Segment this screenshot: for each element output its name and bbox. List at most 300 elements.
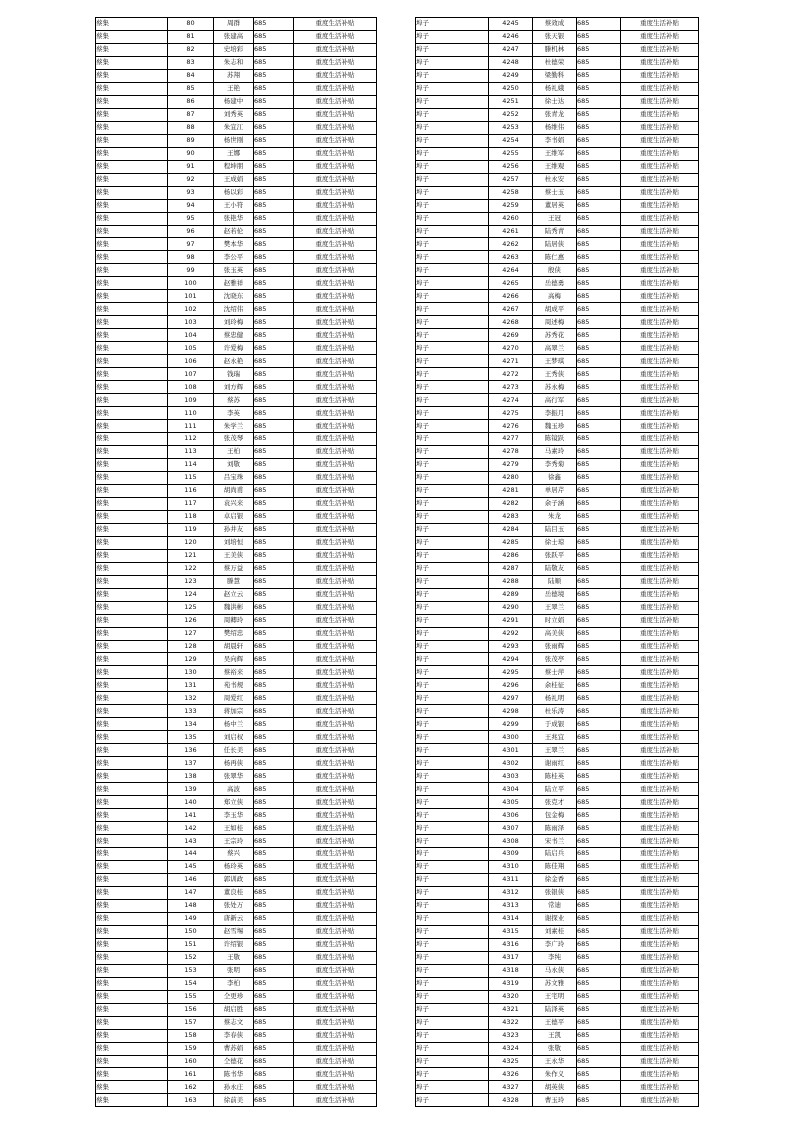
subsidy-type-cell: 重度生活补贴 bbox=[621, 173, 699, 186]
subsidy-type-cell: 重度生活补贴 bbox=[294, 925, 377, 938]
serial-number-cell: 143 bbox=[168, 835, 214, 848]
town-cell: 埠子 bbox=[416, 82, 489, 95]
left-subsidy-table bbox=[95, 17, 377, 1107]
recipient-name-cell: 李春侠 bbox=[214, 1029, 254, 1042]
recipient-name-cell: 徐前美 bbox=[214, 1094, 254, 1107]
serial-number-cell: 4276 bbox=[489, 420, 533, 433]
serial-number-cell: 4290 bbox=[489, 601, 533, 614]
recipient-name-cell: 高梅 bbox=[533, 290, 577, 303]
town-cell: 蔡集 bbox=[96, 173, 168, 186]
recipient-name-cell: 张翠华 bbox=[214, 770, 254, 783]
town-cell: 埠子 bbox=[416, 614, 489, 627]
serial-number-cell: 4268 bbox=[489, 316, 533, 329]
amount-cell: 685 bbox=[254, 303, 294, 316]
recipient-name-cell: 王秀侠 bbox=[533, 368, 577, 381]
recipient-name-cell: 李秀菊 bbox=[533, 458, 577, 471]
serial-number-cell: 4287 bbox=[489, 562, 533, 575]
amount-cell: 685 bbox=[254, 290, 294, 303]
serial-number-cell: 4284 bbox=[489, 523, 533, 536]
town-cell: 埠子 bbox=[416, 1016, 489, 1029]
recipient-name-cell: 仝德花 bbox=[214, 1055, 254, 1068]
amount-cell: 685 bbox=[577, 342, 621, 355]
subsidy-type-cell: 重度生活补贴 bbox=[294, 147, 377, 160]
subsidy-type-cell: 重度生活补贴 bbox=[294, 912, 377, 925]
serial-number-cell: 120 bbox=[168, 536, 214, 549]
table-row bbox=[416, 783, 699, 796]
town-cell: 蔡集 bbox=[96, 912, 168, 925]
town-cell: 埠子 bbox=[416, 160, 489, 173]
town-cell: 埠子 bbox=[416, 653, 489, 666]
table-row bbox=[96, 938, 377, 951]
recipient-name-cell: 李玉华 bbox=[214, 809, 254, 822]
subsidy-type-cell: 重度生活补贴 bbox=[621, 1081, 699, 1094]
amount-cell: 685 bbox=[254, 1055, 294, 1068]
town-cell: 蔡集 bbox=[96, 848, 168, 861]
table-row bbox=[416, 121, 699, 134]
table-row bbox=[96, 121, 377, 134]
table-row bbox=[416, 873, 699, 886]
amount-cell: 685 bbox=[577, 899, 621, 912]
table-row bbox=[96, 445, 377, 458]
table-row bbox=[96, 186, 377, 199]
recipient-name-cell: 陆居侠 bbox=[533, 238, 577, 251]
town-cell: 蔡集 bbox=[96, 886, 168, 899]
recipient-name-cell: 张建高 bbox=[214, 30, 254, 43]
table-row bbox=[416, 56, 699, 69]
recipient-name-cell: 蔡裕来 bbox=[214, 666, 254, 679]
town-cell: 蔡集 bbox=[96, 251, 168, 264]
town-cell: 埠子 bbox=[416, 225, 489, 238]
table-row bbox=[416, 575, 699, 588]
town-cell: 埠子 bbox=[416, 290, 489, 303]
table-row bbox=[416, 990, 699, 1003]
subsidy-type-cell: 重度生活补贴 bbox=[294, 886, 377, 899]
serial-number-cell: 114 bbox=[168, 458, 214, 471]
table-row bbox=[96, 770, 377, 783]
town-cell: 蔡集 bbox=[96, 95, 168, 108]
town-cell: 埠子 bbox=[416, 1029, 489, 1042]
amount-cell: 685 bbox=[577, 18, 621, 31]
amount-cell: 685 bbox=[577, 43, 621, 56]
amount-cell: 685 bbox=[577, 471, 621, 484]
recipient-name-cell: 蔡苏 bbox=[214, 394, 254, 407]
serial-number-cell: 158 bbox=[168, 1029, 214, 1042]
table-row bbox=[416, 238, 699, 251]
table-row bbox=[96, 1094, 377, 1107]
recipient-name-cell: 常迪 bbox=[533, 899, 577, 912]
serial-number-cell: 123 bbox=[168, 575, 214, 588]
amount-cell: 685 bbox=[577, 381, 621, 394]
town-cell: 埠子 bbox=[416, 445, 489, 458]
subsidy-type-cell: 重度生活补贴 bbox=[294, 692, 377, 705]
recipient-name-cell: 张茂亭 bbox=[533, 653, 577, 666]
town-cell: 埠子 bbox=[416, 497, 489, 510]
amount-cell: 685 bbox=[577, 56, 621, 69]
recipient-name-cell: 滕慧 bbox=[214, 575, 254, 588]
table-row bbox=[96, 899, 377, 912]
table-row bbox=[416, 420, 699, 433]
recipient-name-cell: 刘培恒 bbox=[214, 536, 254, 549]
serial-number-cell: 92 bbox=[168, 173, 214, 186]
table-row bbox=[96, 705, 377, 718]
town-cell: 蔡集 bbox=[96, 56, 168, 69]
recipient-name-cell: 赵立云 bbox=[214, 588, 254, 601]
subsidy-type-cell: 重度生活补贴 bbox=[294, 536, 377, 549]
serial-number-cell: 153 bbox=[168, 964, 214, 977]
town-cell: 埠子 bbox=[416, 757, 489, 770]
recipient-name-cell: 蔡万益 bbox=[214, 562, 254, 575]
amount-cell: 685 bbox=[254, 225, 294, 238]
town-cell: 蔡集 bbox=[96, 394, 168, 407]
subsidy-type-cell: 重度生活补贴 bbox=[294, 783, 377, 796]
serial-number-cell: 115 bbox=[168, 471, 214, 484]
town-cell: 埠子 bbox=[416, 692, 489, 705]
amount-cell: 685 bbox=[577, 886, 621, 899]
amount-cell: 685 bbox=[254, 95, 294, 108]
recipient-name-cell: 周述梅 bbox=[533, 316, 577, 329]
serial-number-cell: 4311 bbox=[489, 873, 533, 886]
town-cell: 蔡集 bbox=[96, 30, 168, 43]
serial-number-cell: 4319 bbox=[489, 977, 533, 990]
subsidy-type-cell: 重度生活补贴 bbox=[294, 95, 377, 108]
table-row bbox=[96, 329, 377, 342]
recipient-name-cell: 胡启胜 bbox=[214, 1003, 254, 1016]
amount-cell: 685 bbox=[254, 30, 294, 43]
recipient-name-cell: 朱作义 bbox=[533, 1068, 577, 1081]
town-cell: 埠子 bbox=[416, 951, 489, 964]
town-cell: 埠子 bbox=[416, 886, 489, 899]
town-cell: 埠子 bbox=[416, 1094, 489, 1107]
town-cell: 蔡集 bbox=[96, 666, 168, 679]
recipient-name-cell: 杜乐涛 bbox=[533, 705, 577, 718]
amount-cell: 685 bbox=[254, 1068, 294, 1081]
serial-number-cell: 4262 bbox=[489, 238, 533, 251]
subsidy-type-cell: 重度生活补贴 bbox=[294, 484, 377, 497]
table-row bbox=[96, 497, 377, 510]
serial-number-cell: 82 bbox=[168, 43, 214, 56]
subsidy-type-cell: 重度生活补贴 bbox=[621, 368, 699, 381]
town-cell: 埠子 bbox=[416, 912, 489, 925]
serial-number-cell: 130 bbox=[168, 666, 214, 679]
amount-cell: 685 bbox=[577, 757, 621, 770]
amount-cell: 685 bbox=[577, 964, 621, 977]
serial-number-cell: 134 bbox=[168, 718, 214, 731]
amount-cell: 685 bbox=[254, 329, 294, 342]
town-cell: 埠子 bbox=[416, 588, 489, 601]
amount-cell: 685 bbox=[254, 770, 294, 783]
table-row bbox=[96, 56, 377, 69]
table-row bbox=[416, 718, 699, 731]
subsidy-type-cell: 重度生活补贴 bbox=[294, 316, 377, 329]
table-row bbox=[416, 536, 699, 549]
recipient-name-cell: 时立娟 bbox=[533, 614, 577, 627]
amount-cell: 685 bbox=[254, 977, 294, 990]
subsidy-type-cell: 重度生活补贴 bbox=[294, 445, 377, 458]
table-row bbox=[416, 497, 699, 510]
table-row bbox=[416, 303, 699, 316]
subsidy-type-cell: 重度生活补贴 bbox=[294, 899, 377, 912]
serial-number-cell: 4299 bbox=[489, 718, 533, 731]
recipient-name-cell: 陆敬友 bbox=[533, 562, 577, 575]
recipient-name-cell: 陆立平 bbox=[533, 783, 577, 796]
town-cell: 埠子 bbox=[416, 471, 489, 484]
town-cell: 埠子 bbox=[416, 640, 489, 653]
town-cell: 埠子 bbox=[416, 536, 489, 549]
table-row bbox=[96, 316, 377, 329]
subsidy-type-cell: 重度生活补贴 bbox=[621, 601, 699, 614]
town-cell: 埠子 bbox=[416, 601, 489, 614]
subsidy-type-cell: 重度生活补贴 bbox=[294, 43, 377, 56]
table-row bbox=[416, 43, 699, 56]
table-row bbox=[96, 562, 377, 575]
table-row bbox=[96, 588, 377, 601]
subsidy-type-cell: 重度生活补贴 bbox=[621, 938, 699, 951]
amount-cell: 685 bbox=[254, 212, 294, 225]
amount-cell: 685 bbox=[254, 368, 294, 381]
table-row bbox=[96, 1016, 377, 1029]
recipient-name-cell: 高行军 bbox=[533, 394, 577, 407]
town-cell: 蔡集 bbox=[96, 69, 168, 82]
serial-number-cell: 96 bbox=[168, 225, 214, 238]
amount-cell: 685 bbox=[254, 497, 294, 510]
serial-number-cell: 119 bbox=[168, 523, 214, 536]
subsidy-type-cell: 重度生活补贴 bbox=[294, 238, 377, 251]
amount-cell: 685 bbox=[577, 627, 621, 640]
subsidy-type-cell: 重度生活补贴 bbox=[621, 238, 699, 251]
recipient-name-cell: 朱龙 bbox=[533, 510, 577, 523]
serial-number-cell: 4304 bbox=[489, 783, 533, 796]
recipient-name-cell: 滕机林 bbox=[533, 43, 577, 56]
table-row bbox=[96, 951, 377, 964]
subsidy-type-cell: 重度生活补贴 bbox=[621, 264, 699, 277]
serial-number-cell: 147 bbox=[168, 886, 214, 899]
serial-number-cell: 4294 bbox=[489, 653, 533, 666]
subsidy-type-cell: 重度生活补贴 bbox=[294, 30, 377, 43]
table-row bbox=[96, 510, 377, 523]
subsidy-type-cell: 重度生活补贴 bbox=[621, 510, 699, 523]
recipient-name-cell: 张明 bbox=[214, 964, 254, 977]
table-row bbox=[416, 484, 699, 497]
subsidy-type-cell: 重度生活补贴 bbox=[621, 770, 699, 783]
subsidy-type-cell: 重度生活补贴 bbox=[294, 964, 377, 977]
amount-cell: 685 bbox=[254, 783, 294, 796]
recipient-name-cell: 沈绍伟 bbox=[214, 303, 254, 316]
serial-number-cell: 102 bbox=[168, 303, 214, 316]
recipient-name-cell: 杨再侠 bbox=[214, 757, 254, 770]
town-cell: 埠子 bbox=[416, 964, 489, 977]
table-row bbox=[96, 355, 377, 368]
recipient-name-cell: 王如桂 bbox=[214, 822, 254, 835]
serial-number-cell: 163 bbox=[168, 1094, 214, 1107]
amount-cell: 685 bbox=[577, 277, 621, 290]
serial-number-cell: 106 bbox=[168, 355, 214, 368]
recipient-name-cell: 陆目玉 bbox=[533, 523, 577, 536]
amount-cell: 685 bbox=[254, 562, 294, 575]
table-row bbox=[416, 835, 699, 848]
serial-number-cell: 4316 bbox=[489, 938, 533, 951]
recipient-name-cell: 李英 bbox=[214, 407, 254, 420]
recipient-name-cell: 许绍银 bbox=[214, 938, 254, 951]
table-row bbox=[96, 925, 377, 938]
subsidy-type-cell: 重度生活补贴 bbox=[621, 186, 699, 199]
serial-number-cell: 91 bbox=[168, 160, 214, 173]
serial-number-cell: 122 bbox=[168, 562, 214, 575]
amount-cell: 685 bbox=[577, 977, 621, 990]
town-cell: 埠子 bbox=[416, 705, 489, 718]
recipient-name-cell: 高波 bbox=[214, 783, 254, 796]
amount-cell: 685 bbox=[254, 108, 294, 121]
town-cell: 蔡集 bbox=[96, 108, 168, 121]
recipient-name-cell: 杨礼明 bbox=[533, 692, 577, 705]
town-cell: 蔡集 bbox=[96, 588, 168, 601]
town-cell: 蔡集 bbox=[96, 809, 168, 822]
town-cell: 蔡集 bbox=[96, 1042, 168, 1055]
town-cell: 蔡集 bbox=[96, 342, 168, 355]
amount-cell: 685 bbox=[577, 614, 621, 627]
town-cell: 蔡集 bbox=[96, 977, 168, 990]
amount-cell: 685 bbox=[254, 873, 294, 886]
subsidy-type-cell: 重度生活补贴 bbox=[294, 744, 377, 757]
town-cell: 埠子 bbox=[416, 69, 489, 82]
recipient-name-cell: 刘方辉 bbox=[214, 381, 254, 394]
amount-cell: 685 bbox=[254, 848, 294, 861]
subsidy-type-cell: 重度生活补贴 bbox=[621, 536, 699, 549]
serial-number-cell: 100 bbox=[168, 277, 214, 290]
recipient-name-cell: 魏洪彬 bbox=[214, 601, 254, 614]
amount-cell: 685 bbox=[254, 549, 294, 562]
town-cell: 埠子 bbox=[416, 173, 489, 186]
recipient-name-cell: 唐新云 bbox=[214, 912, 254, 925]
recipient-name-cell: 蔡士玉 bbox=[533, 186, 577, 199]
town-cell: 蔡集 bbox=[96, 770, 168, 783]
subsidy-type-cell: 重度生活补贴 bbox=[294, 1029, 377, 1042]
town-cell: 蔡集 bbox=[96, 290, 168, 303]
serial-number-cell: 159 bbox=[168, 1042, 214, 1055]
subsidy-type-cell: 重度生活补贴 bbox=[294, 523, 377, 536]
amount-cell: 685 bbox=[254, 796, 294, 809]
recipient-name-cell: 李纯 bbox=[533, 951, 577, 964]
recipient-name-cell: 杨玲英 bbox=[214, 860, 254, 873]
serial-number-cell: 135 bbox=[168, 731, 214, 744]
town-cell: 埠子 bbox=[416, 809, 489, 822]
subsidy-type-cell: 重度生活补贴 bbox=[621, 549, 699, 562]
serial-number-cell: 4281 bbox=[489, 484, 533, 497]
recipient-name-cell: 郑立侠 bbox=[214, 796, 254, 809]
subsidy-type-cell: 重度生活补贴 bbox=[621, 212, 699, 225]
recipient-name-cell: 孙井友 bbox=[214, 523, 254, 536]
table-row bbox=[96, 95, 377, 108]
subsidy-type-cell: 重度生活补贴 bbox=[294, 458, 377, 471]
table-row bbox=[416, 212, 699, 225]
amount-cell: 685 bbox=[254, 1029, 294, 1042]
serial-number-cell: 107 bbox=[168, 368, 214, 381]
town-cell: 蔡集 bbox=[96, 1055, 168, 1068]
table-row bbox=[416, 510, 699, 523]
recipient-name-cell: 王冠 bbox=[533, 212, 577, 225]
subsidy-type-cell: 重度生活补贴 bbox=[621, 43, 699, 56]
town-cell: 蔡集 bbox=[96, 601, 168, 614]
subsidy-type-cell: 重度生活补贴 bbox=[621, 912, 699, 925]
recipient-name-cell: 王翠兰 bbox=[533, 601, 577, 614]
recipient-name-cell: 蔡忠健 bbox=[214, 329, 254, 342]
subsidy-type-cell: 重度生活补贴 bbox=[621, 679, 699, 692]
recipient-name-cell: 杨中兰 bbox=[214, 718, 254, 731]
table-row bbox=[416, 264, 699, 277]
subsidy-type-cell: 重度生活补贴 bbox=[294, 368, 377, 381]
table-row bbox=[416, 822, 699, 835]
subsidy-type-cell: 重度生活补贴 bbox=[294, 640, 377, 653]
recipient-name-cell: 张玉英 bbox=[214, 264, 254, 277]
serial-number-cell: 4286 bbox=[489, 549, 533, 562]
serial-number-cell: 4246 bbox=[489, 30, 533, 43]
amount-cell: 685 bbox=[254, 18, 294, 31]
subsidy-type-cell: 重度生活补贴 bbox=[621, 640, 699, 653]
subsidy-type-cell: 重度生活补贴 bbox=[621, 30, 699, 43]
recipient-name-cell: 袁兴来 bbox=[214, 497, 254, 510]
amount-cell: 685 bbox=[577, 316, 621, 329]
subsidy-type-cell: 重度生活补贴 bbox=[621, 290, 699, 303]
table-row bbox=[96, 484, 377, 497]
table-row bbox=[416, 925, 699, 938]
recipient-name-cell: 梁勤科 bbox=[533, 69, 577, 82]
subsidy-type-cell: 重度生活补贴 bbox=[294, 510, 377, 523]
town-cell: 蔡集 bbox=[96, 562, 168, 575]
town-cell: 蔡集 bbox=[96, 147, 168, 160]
serial-number-cell: 4292 bbox=[489, 627, 533, 640]
amount-cell: 685 bbox=[254, 407, 294, 420]
subsidy-type-cell: 重度生活补贴 bbox=[294, 1094, 377, 1107]
table-row bbox=[416, 290, 699, 303]
subsidy-type-cell: 重度生活补贴 bbox=[621, 1016, 699, 1029]
town-cell: 蔡集 bbox=[96, 510, 168, 523]
table-row bbox=[416, 951, 699, 964]
recipient-name-cell: 李柏 bbox=[214, 977, 254, 990]
subsidy-type-cell: 重度生活补贴 bbox=[294, 718, 377, 731]
subsidy-type-cell: 重度生活补贴 bbox=[621, 342, 699, 355]
serial-number-cell: 133 bbox=[168, 705, 214, 718]
town-cell: 埠子 bbox=[416, 329, 489, 342]
table-row bbox=[416, 848, 699, 861]
amount-cell: 685 bbox=[577, 848, 621, 861]
recipient-name-cell: 胡晨轩 bbox=[214, 640, 254, 653]
serial-number-cell: 90 bbox=[168, 147, 214, 160]
serial-number-cell: 4318 bbox=[489, 964, 533, 977]
town-cell: 蔡集 bbox=[96, 225, 168, 238]
town-cell: 蔡集 bbox=[96, 471, 168, 484]
table-row bbox=[416, 705, 699, 718]
recipient-name-cell: 马永侠 bbox=[533, 964, 577, 977]
amount-cell: 685 bbox=[254, 575, 294, 588]
recipient-name-cell: 马素玲 bbox=[533, 445, 577, 458]
subsidy-type-cell: 重度生活补贴 bbox=[294, 1068, 377, 1081]
subsidy-type-cell: 重度生活补贴 bbox=[621, 705, 699, 718]
subsidy-type-cell: 重度生活补贴 bbox=[294, 977, 377, 990]
amount-cell: 685 bbox=[577, 951, 621, 964]
table-row bbox=[96, 1042, 377, 1055]
town-cell: 埠子 bbox=[416, 679, 489, 692]
table-row bbox=[416, 108, 699, 121]
recipient-name-cell: 任长美 bbox=[214, 744, 254, 757]
serial-number-cell: 4275 bbox=[489, 407, 533, 420]
amount-cell: 685 bbox=[577, 458, 621, 471]
amount-cell: 685 bbox=[254, 835, 294, 848]
amount-cell: 685 bbox=[577, 692, 621, 705]
amount-cell: 685 bbox=[577, 938, 621, 951]
recipient-name-cell: 董良桂 bbox=[214, 886, 254, 899]
town-cell: 蔡集 bbox=[96, 82, 168, 95]
serial-number-cell: 4282 bbox=[489, 497, 533, 510]
serial-number-cell: 80 bbox=[168, 18, 214, 31]
